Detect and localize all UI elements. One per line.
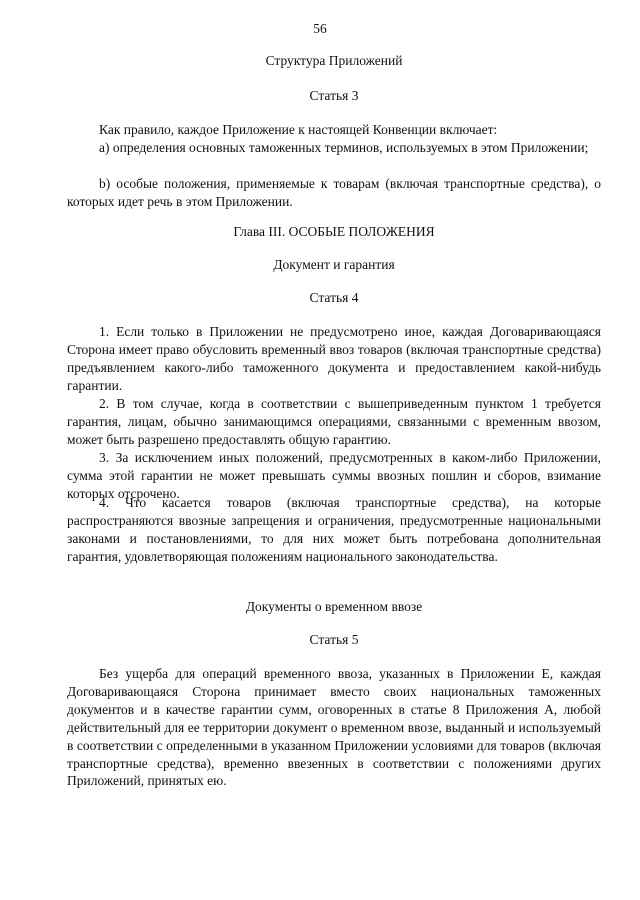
article-4-paragraph-4: 4. Что касается товаров (включая транспортные средства), на которые распространяются ввозные запрещения и ограничения, предусмотренные национальными законами и постановлениями, то для них может быть потребована дополнительная гарантия, удовлетворяющая положениям национального законодательства. (67, 495, 601, 564)
chapter-3-title: Глава III. ОСОБЫЕ ПОЛОЖЕНИЯ (233, 224, 435, 239)
article-4-paragraph-3: 3. За исключением иных положений, предусмотренных в каком-либо Приложении, сумма этой гарантии не может превышать суммы ввозных пошлин и сборов, взимание которых отсрочено. (67, 450, 601, 501)
part-title: Структура Приложений (265, 53, 403, 68)
article-4-paragraph-2: 2. В том случае, когда в соответствии с вышеприведенным пунктом 1 требуется гарантия, лицам, обычно занимающимся операциями, связанными с временным ввозом, может быть разрешено предоставлять общую гарантию. (67, 396, 601, 447)
article-3-item-a: a) определения основных таможенных терминов, используемых в этом Приложении; (99, 140, 589, 155)
section-title-temporary-import-docs: Документы о временном ввозе (245, 599, 423, 614)
article-3-intro: Как правило, каждое Приложение к настоящей Конвенции включает: (99, 122, 498, 137)
article-5-paragraph-1: Без ущерба для операций временного ввоза, указанных в Приложении E, каждая Договаривающаяся Сторона принимает вместо своих национальных таможенных документов и в качестве гарантии сумм, оговоренных в статье 8 Приложения A, любой действительный для ее территории документ о временном ввозе, выданный и используемый в соответствии с определенными в указанном Приложении условиями для товаров (включая транспортные средства), временно ввезенных в соответствии с положениями других Приложений, принятых ею. (67, 666, 601, 789)
page-number: 56 (313, 21, 327, 36)
article-3-title: Статья 3 (309, 88, 359, 103)
article-4-title: Статья 4 (309, 290, 359, 305)
article-3-item-b: b) особые положения, применяемые к товарам (включая транспортные средства), о которых идет речь в этом Приложении. (67, 176, 601, 209)
article-5-title: Статья 5 (309, 632, 359, 647)
section-title-document-guarantee: Документ и гарантия (273, 257, 395, 272)
article-4-paragraph-1: 1. Если только в Приложении не предусмотрено иное, каждая Договаривающаяся Сторона имеет право обусловить временный ввоз товаров (включая транспортные средства) предъявлением какого-либо таможенного документа и предоставлением какой-нибудь гарантии. (67, 324, 601, 393)
